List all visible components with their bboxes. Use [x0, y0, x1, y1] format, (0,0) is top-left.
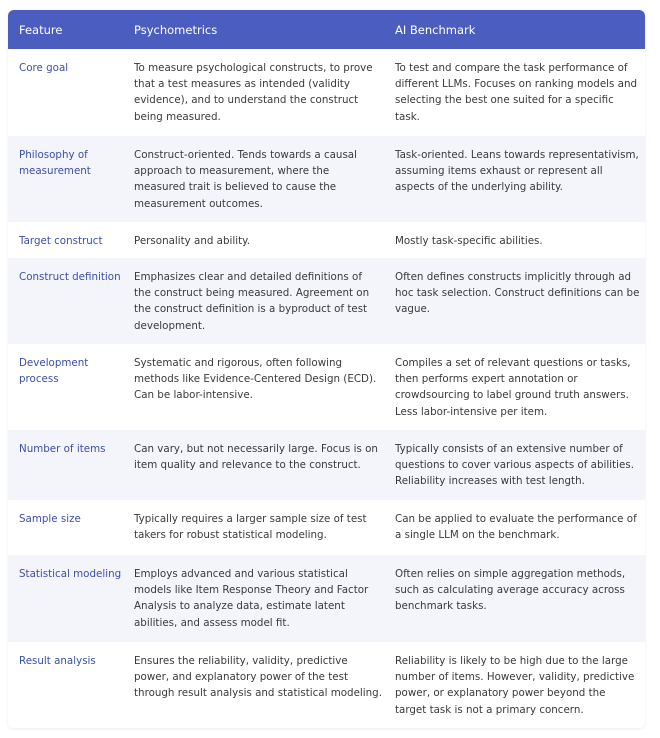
row-psychometrics: To measure psychological constructs, to prove that a test measures as intended (validity evidence), and to understand the construct being measured.	[134, 62, 373, 123]
row-feature: Construct definition	[19, 271, 121, 283]
table-body	[8, 49, 645, 728]
row-ai-benchmark: Reliability is likely to be high due to the large number of items. However, validity, predictive power, or explanatory power beyond the target task is not a primary concern.	[395, 655, 635, 716]
row-ai-benchmark: To test and compare the task performance of different LLMs. Focuses on ranking models and selecting the best one suited for a specific task.	[395, 62, 638, 123]
row-ai-benchmark: Often relies on simple aggregation methods, such as calculating average accuracy across benchmark tasks.	[395, 568, 626, 613]
table-row	[8, 555, 645, 642]
table-row	[8, 258, 645, 344]
row-psychometrics: Personality and ability.	[134, 235, 251, 247]
row-feature: Target construct	[19, 235, 103, 247]
row-feature: Result analysis	[19, 655, 96, 667]
row-ai-benchmark: Typically consists of an extensive number of questions to cover various aspects of abilities. Reliability increases with test length.	[395, 443, 634, 488]
row-ai-benchmark: Mostly task-specific abilities.	[395, 235, 543, 247]
row-psychometrics: Systematic and rigorous, often following methods like Evidence-Centered Design (ECD). Can be labor-intensive.	[134, 357, 377, 402]
row-psychometrics: Employs advanced and various statistical models like Item Response Theory and Factor Analysis to analyze data, estimate latent abilities, and assess model fit.	[134, 568, 369, 629]
table-row	[8, 49, 645, 136]
header-ai-benchmark: AI Benchmark	[395, 23, 476, 37]
table-row	[8, 642, 645, 728]
header-feature: Feature	[19, 23, 63, 37]
table-row	[8, 222, 645, 258]
row-ai-benchmark: Task-oriented. Leans towards representativism, assuming items exhaust or represent all aspects of the underlying ability.	[395, 149, 639, 194]
row-feature: Number of items	[19, 443, 106, 455]
header-psychometrics: Psychometrics	[134, 23, 218, 37]
row-feature: Sample size	[19, 513, 81, 525]
row-psychometrics: Can vary, but not necessarily large. Focus is on item quality and relevance to the construct.	[134, 443, 378, 472]
row-ai-benchmark: Can be applied to evaluate the performance of a single LLM on the benchmark.	[395, 513, 637, 542]
row-psychometrics: Typically requires a larger sample size of test takers for robust statistical modeling.	[134, 513, 367, 542]
row-ai-benchmark: Often defines constructs implicitly through ad hoc task selection. Construct definitions can be vague.	[395, 271, 640, 316]
row-psychometrics: Emphasizes clear and detailed definitions of the construct being measured. Agreement on the construct definition is a byproduct of test development.	[134, 271, 370, 332]
comparison-table	[8, 10, 645, 728]
row-psychometrics: Construct-oriented. Tends towards a causal approach to measurement, where the measured trait is believed to cause the measurement outcomes.	[134, 149, 357, 210]
row-feature: Philosophy of measurement	[19, 149, 91, 178]
row-feature: Development process	[19, 357, 89, 386]
row-ai-benchmark: Compiles a set of relevant questions or tasks, then performs expert annotation or crowdsourcing to label ground truth answers. Less labor-intensive per item.	[395, 357, 631, 418]
table-header	[8, 10, 645, 49]
table-row	[8, 500, 645, 555]
row-feature: Statistical modeling	[19, 568, 122, 580]
table-row	[8, 430, 645, 500]
row-feature: Core goal	[19, 62, 69, 74]
row-psychometrics: Ensures the reliability, validity, predictive power, and explanatory power of the test through result analysis and statistical modeling.	[134, 655, 382, 700]
table-row	[8, 344, 645, 430]
table-row	[8, 136, 645, 222]
